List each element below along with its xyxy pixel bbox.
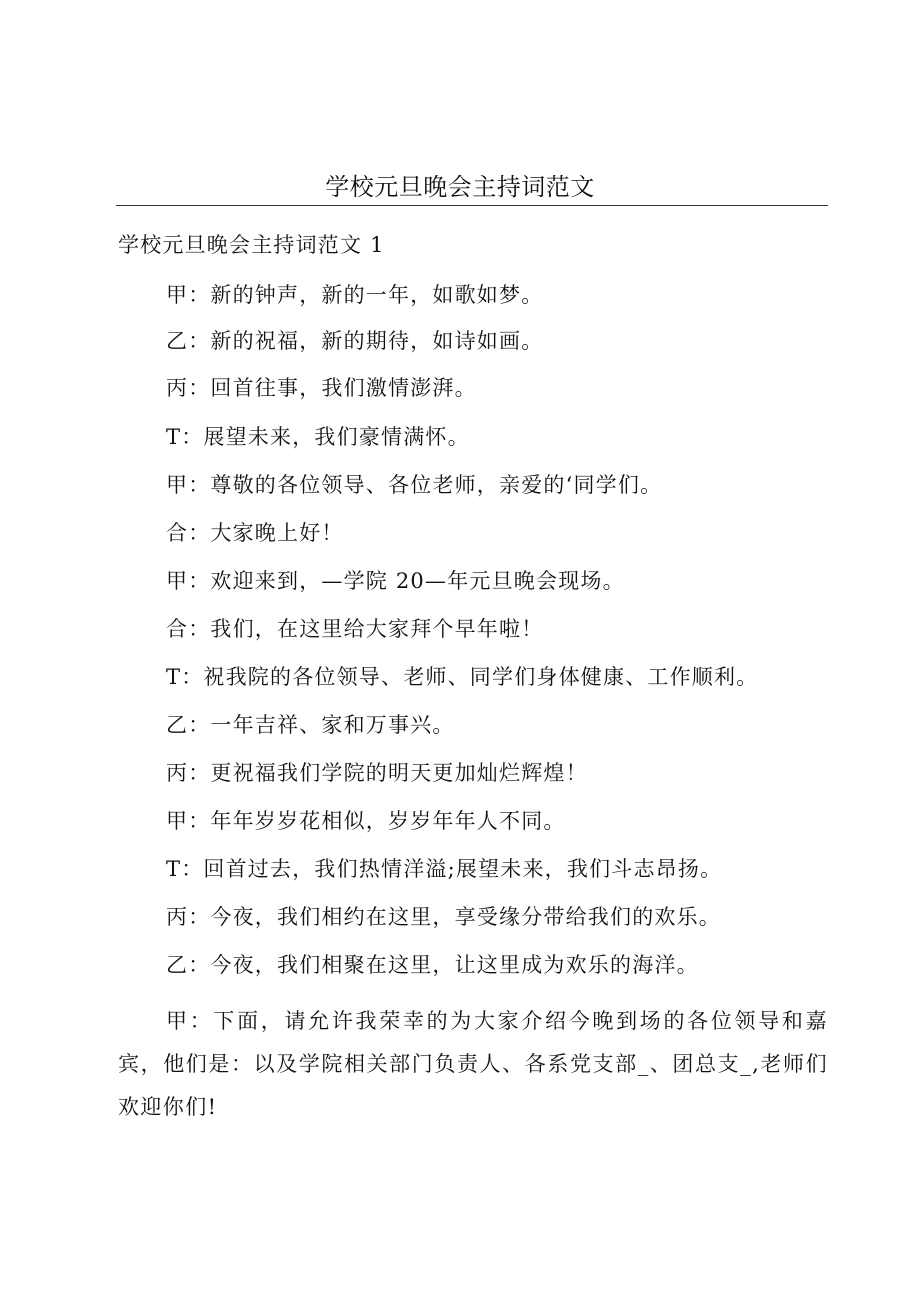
dialogue-line: 甲：尊敬的各位领导、各位老师，亲爱的‘同学们。 (166, 473, 663, 497)
dialogue-line: T：展望未来，我们豪情满怀。 (166, 425, 470, 449)
dialogue-line: 甲：欢迎来到，—学院 20—年元旦晚会现场。 (166, 569, 625, 593)
dialogue-line: 丙：更祝福我们学院的明天更加灿烂辉煌！ (166, 761, 588, 785)
dialogue-line: 乙：今夜，我们相聚在这里，让这里成为欢乐的海洋。 (166, 953, 699, 977)
dialogue-line: 乙：一年吉祥、家和万事兴。 (166, 713, 455, 737)
dialogue-line: T：回首过去，我们热情洋溢;展望未来，我们斗志昂扬。 (166, 857, 723, 881)
dialogue-line: 丙：回首往事，我们激情澎湃。 (166, 376, 477, 400)
title-divider (116, 205, 828, 206)
dialogue-line: 乙：新的祝福，新的期待，如诗如画。 (166, 329, 544, 353)
section-heading: 学校元旦晚会主持词范文 1 (118, 233, 385, 257)
dialogue-line: 合：大家晚上好！ (166, 521, 344, 545)
dialogue-line: 甲：新的钟声，新的一年，如歌如梦。 (166, 283, 544, 307)
document-title: 学校元旦晚会主持词范文 (325, 173, 595, 201)
dialogue-line: 丙：今夜，我们相约在这里，享受缘分带给我们的欢乐。 (166, 905, 721, 929)
dialogue-line: 合：我们，在这里给大家拜个早年啦！ (166, 617, 544, 641)
dialogue-line: 甲：年年岁岁花相似，岁岁年年人不同。 (166, 809, 566, 833)
final-paragraph: 甲：下面，请允许我荣幸的为大家介绍今晚到场的各位领导和嘉宾，他们是：以及学院相关部门负责人、各系党支部_、团总支_,老师们欢迎你们! (118, 1009, 828, 1119)
dialogue-line: T：祝我院的各位领导、老师、同学们身体健康、工作顺利。 (166, 665, 759, 689)
